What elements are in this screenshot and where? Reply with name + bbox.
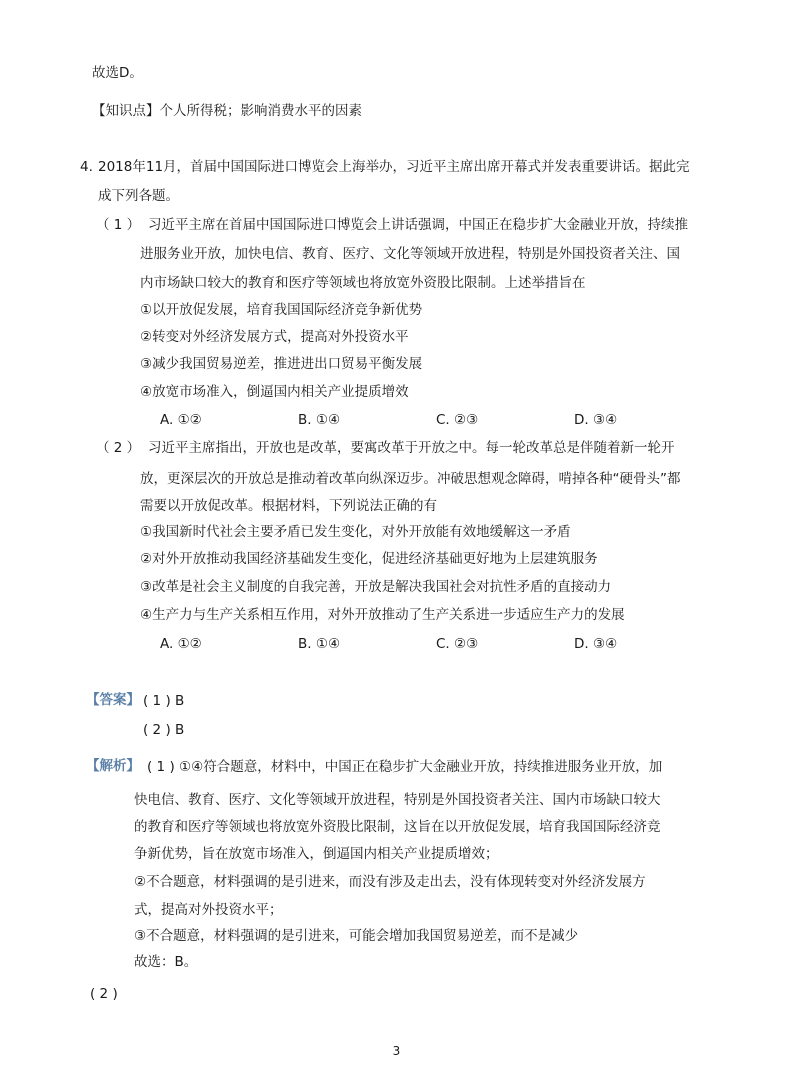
option-b: B. ①④ xyxy=(298,636,341,652)
answer-line: ( 2 ) B xyxy=(143,722,185,738)
option-d: D. ③④ xyxy=(574,636,618,652)
option-c: C. ②③ xyxy=(436,636,479,652)
statement: ④放宽市场准入，倒逼国内相关产业提质增效 xyxy=(140,384,409,400)
answer-line: ( 1 ) B xyxy=(143,693,185,709)
option-c: C. ②③ xyxy=(436,412,479,428)
option-a: A. ①② xyxy=(160,636,202,652)
option-a: A. ①② xyxy=(160,412,202,428)
conclusion-text: 故选D。 xyxy=(92,65,143,81)
sub-question-line: 需要以开放促改革。根据材料，下列说法正确的有 xyxy=(140,498,437,514)
statement: ②对外开放推动我国经济基础发生变化，促进经济基础更好地为上层建筑服务 xyxy=(140,551,598,567)
analysis-line: 争新优势，旨在放宽市场准入，倒逼国内相关产业提质增效； xyxy=(134,846,499,862)
analysis-line: ②不合题意，材料强调的是引进来，而没有涉及走出去，没有体现转变对外经济发展方 xyxy=(134,874,646,890)
page-number: 3 xyxy=(392,1044,401,1058)
sub-question-line: 习近平主席指出，开放也是改革，要寓改革于开放之中。每一轮改革总是伴随着新一轮开 xyxy=(148,440,675,456)
sub-question-line: 习近平主席在首届中国国际进口博览会上讲话强调，中国正在稳步扩大金融业开放，持续推 xyxy=(148,217,688,233)
statement: ③减少我国贸易逆差，推进进出口贸易平衡发展 xyxy=(140,356,423,372)
sub-question-line: 进服务业开放，加快电信、教育、医疗、文化等领域开放进程，特别是外国投资者关注、国 xyxy=(140,246,680,262)
answer-tag: 【答案】 xyxy=(86,692,140,708)
analysis-sub-label: ( 2 ) xyxy=(90,986,118,1002)
analysis-line: 故选：B。 xyxy=(134,954,198,970)
sub-question-label: （ 1 ） xyxy=(96,217,141,233)
option-d: D. ③④ xyxy=(574,412,618,428)
statement: ③改革是社会主义制度的自我完善，开放是解决我国社会对抗性矛盾的直接动力 xyxy=(140,579,612,595)
analysis-tag: 【解析】 xyxy=(86,758,140,774)
option-b: B. ①④ xyxy=(298,412,341,428)
analysis-line: ( 1 ) ①④符合题意，材料中，中国正在稳步扩大金融业开放，持续推进服务业开放，加 xyxy=(147,759,663,775)
statement: ②转变对外经济发展方式，提高对外投资水平 xyxy=(140,329,409,345)
question-stem-line: 2018年11月，首届中国国际进口博览会上海举办，习近平主席出席开幕式并发表重要讲话。据此完 xyxy=(98,159,690,175)
statement: ①我国新时代社会主要矛盾已发生变化，对外开放能有效地缓解这一矛盾 xyxy=(140,524,571,540)
question-stem-line: 成下列各题。 xyxy=(98,188,179,204)
knowledge-point: 【知识点】个人所得税；影响消费水平的因素 xyxy=(92,103,362,119)
question-number: 4. xyxy=(80,159,93,175)
statement: ①以开放促发展，培育我国国际经济竞争新优势 xyxy=(140,302,423,318)
analysis-line: 式，提高对外投资水平； xyxy=(134,902,283,918)
sub-question-line: 放，更深层次的开放总是推动着改革向纵深迈步。冲破思想观念障碍，啃掉各种“硬骨头”都 xyxy=(140,471,681,487)
sub-question-label: （ 2 ） xyxy=(96,440,141,456)
sub-question-line: 内市场缺口较大的教育和医疗等领域也将放宽外资股比限制。上述举措旨在 xyxy=(140,275,586,291)
analysis-line: ③不合题意，材料强调的是引进来，可能会增加我国贸易逆差，而不是减少 xyxy=(134,928,579,944)
analysis-line: 的教育和医疗等领域也将放宽外资股比限制，这旨在以开放促发展，培育我国国际经济竞 xyxy=(134,819,661,835)
analysis-line: 快电信、教育、医疗、文化等领域开放进程，特别是外国投资者关注、国内市场缺口较大 xyxy=(134,792,661,808)
statement: ④生产力与生产关系相互作用，对外开放推动了生产关系进一步适应生产力的发展 xyxy=(140,607,625,623)
